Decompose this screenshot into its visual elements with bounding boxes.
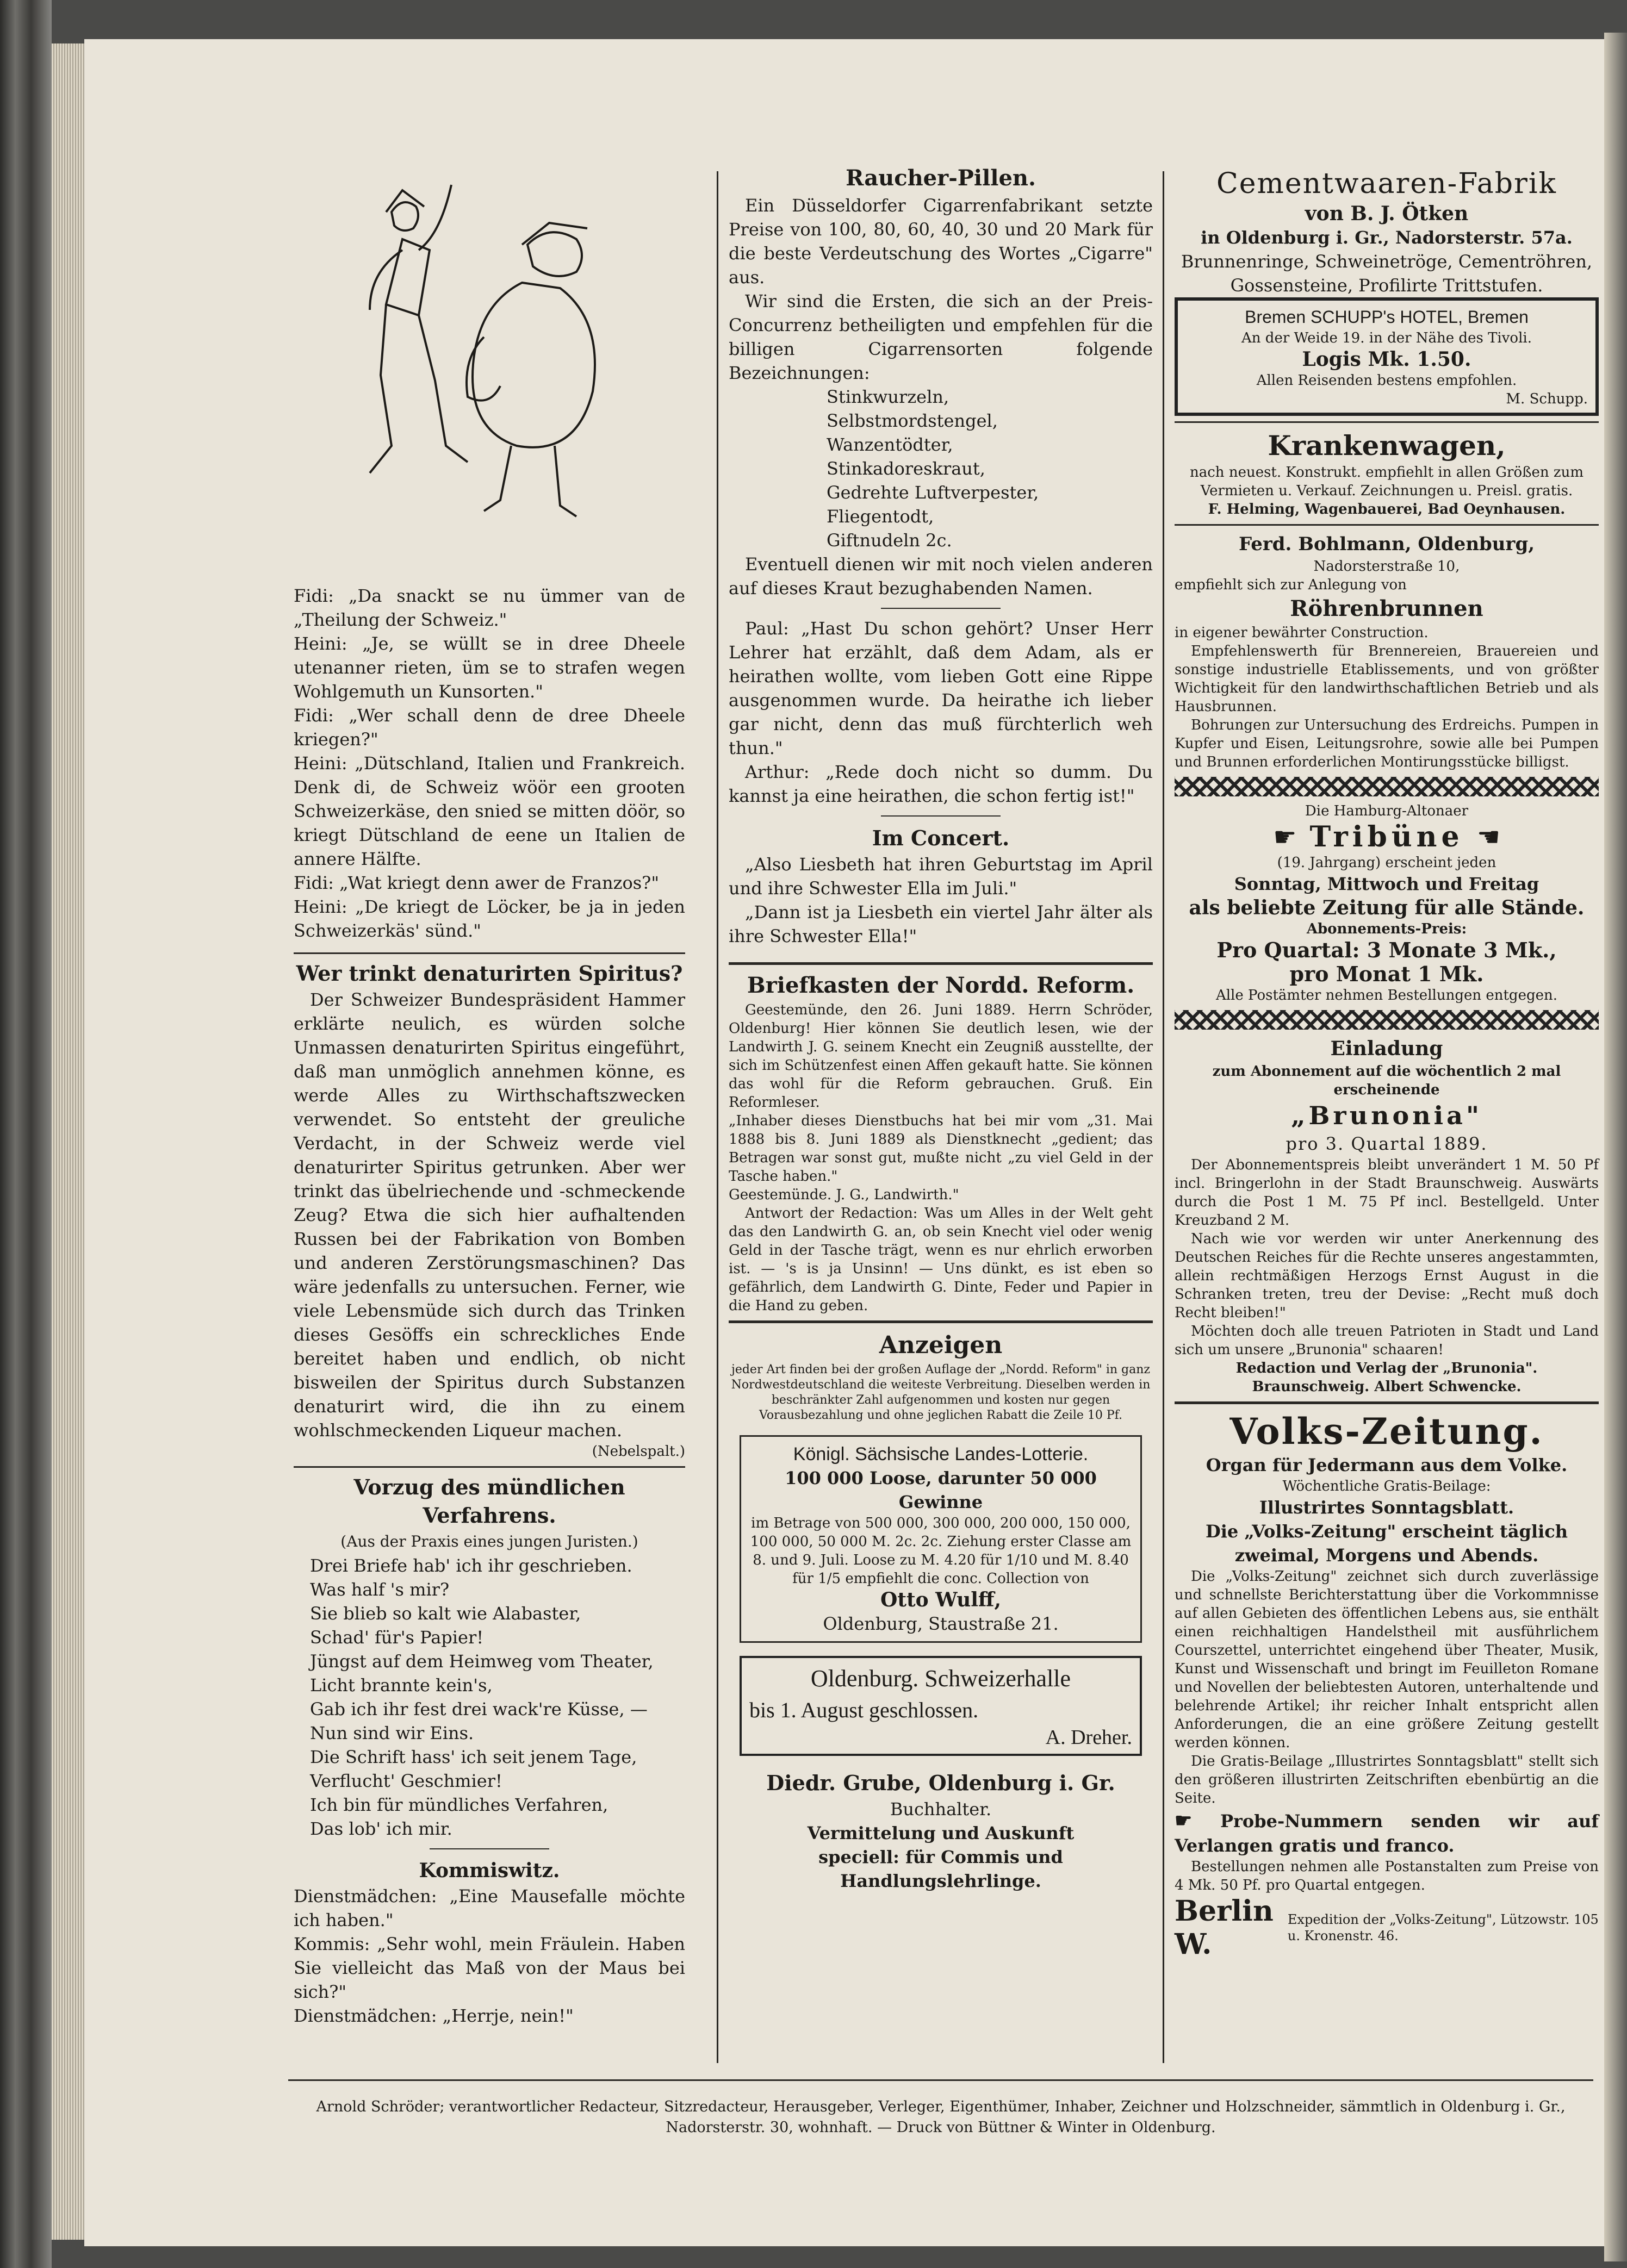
dialogue-line: Fidi: „Wer schall denn de dree Dheele kriegen?" <box>294 705 685 750</box>
lotterie-line-1: 100 000 Loose, darunter 50 000 Gewinne <box>785 1468 1097 1512</box>
section-divider <box>729 962 1153 965</box>
raucher-text-2: Wir sind die Ersten, die sich an der Preis-Concurrenz betheiligten und empfehlen für die billigen Cigarrensorten folgende Bezeichnungen: <box>729 291 1153 383</box>
section-divider <box>1175 421 1599 423</box>
volkszeitung-probe <box>1175 1808 1599 1858</box>
raucher-list <box>729 385 1153 552</box>
krankenwagen-signature: F. Helming, Wagenbauerei, Bad Oeynhausen. <box>1208 501 1566 518</box>
divider <box>430 1848 549 1849</box>
kommiswitz-line: Dienstmädchen: „Eine Mausefalle möchte ich haben." <box>294 1886 685 1930</box>
lotterie-title: Königl. Sächsische Landes-Lotterie. <box>793 1444 1089 1465</box>
bohlmann-rohrbrunnen: Röhrenbrunnen <box>1290 596 1483 621</box>
bohlmann-text-4: Bohrungen zur Untersuchung des Erdreichs. Pumpen in Kupfer und Eisen, Leitungsrohre, sowie alle bei Pumpen und Brunnen erforderlichen Montirungsstücke billigst. <box>1175 717 1599 770</box>
brunonia-quarter: pro 3. Quartal 1889. <box>1286 1133 1488 1154</box>
grube-text-3: speciell: für Commis und Handlungslehrlinge. <box>818 1847 1063 1891</box>
list-item: Gedrehte Luftverpester, <box>827 482 1039 503</box>
grube-text: Buchhalter. <box>890 1799 992 1820</box>
grube-text-2: Vermittelung und Auskunft <box>807 1823 1075 1843</box>
ornamental-border <box>1175 1010 1599 1030</box>
raucher-title: Raucher-Pillen. <box>846 165 1036 191</box>
tribuene-text-7: Alle Postämter nehmen Bestellungen entgegen. <box>1215 987 1558 1004</box>
tribuene-top: Die Hamburg-Altonaer <box>1305 803 1469 819</box>
brunonia-text-4: Möchten doch alle treuen Patrioten in Stadt und Land sich um unsere „Brunonia" schaaren! <box>1175 1323 1599 1358</box>
kommiswitz-line: Kommis: „Sehr wohl, mein Fräulein. Haben Sie vielleicht das Maß von der Maus bei sich?" <box>294 1934 685 2002</box>
poem-line: Jüngst auf dem Heimweg vom Theater, <box>310 1651 654 1672</box>
brunonia-name: „Brunonia" <box>1291 1101 1482 1130</box>
schupp-text: Allen Reisenden bestens empfohlen. <box>1256 372 1517 389</box>
ornamental-border <box>1175 777 1599 796</box>
volkszeitung-subtitle: Organ für Jedermann aus dem Volke. <box>1206 1455 1568 1475</box>
briefkasten-text-1: Geestemünde, den 26. Juni 1889. Herrn Schröder, Oldenburg! Hier können Sie deutlich lesen, wie der Landwirth J. G. seinem Knecht ein Zeugniß ausstellte, der sich im Schützenfest einen Affen gekauft hatte. Sie können das wohl für die Reform gebrauchen. Gruß. Ein Reformleser. <box>729 1002 1153 1111</box>
anzeigen-title: Anzeigen <box>879 1331 1003 1359</box>
volkszeitung-text-1: Die „Volks-Zeitung" erscheint täglich zweimal, Morgens und Abends. <box>1206 1521 1568 1566</box>
brunonia-text-3: Nach wie vor werden wir unter Anerkennung des Deutschen Reiches für die Rechte unseres angestammten, allein rechtmäßigen Herzogs Ernst August in die Schranken treten, treu der Devise: „Recht muß doch Recht bleiben!" <box>1175 1231 1599 1321</box>
arthur-line: Arthur: „Rede doch nicht so dumm. Du kannst ja eine heirathen, die schon fertig ist!" <box>729 762 1153 806</box>
section-divider <box>294 952 685 954</box>
bohlmann-address: Nadorsterstraße 10, <box>1313 558 1460 575</box>
brunonia-signature-1: Redaction und Verlag der „Brunonia". <box>1235 1360 1538 1376</box>
volkszeitung-text-3: Die Gratis-Beilage „Illustrirtes Sonntagsblatt" stellt sich den größeren illustrirten Zeitschriften ebenbürtig an die Seite. <box>1175 1753 1599 1806</box>
tribuene-text-4: Abonnements-Preis: <box>1306 921 1467 937</box>
bohlmann-text-3: Empfehlenswerth für Brennereien, Brauereien und sonstige industrielle Etablissements, und von größter Wichtigkeit für den landwirthschaftlichen Betrieb und als Hausbrunnen. <box>1175 643 1599 715</box>
schweizerhalle-title: Oldenburg. Schweizerhalle <box>810 1665 1071 1692</box>
concert-line: „Also Liesbeth hat ihren Geburtstag im April und ihre Schwester Ella im Juli." <box>729 854 1153 899</box>
column-1 <box>294 163 685 2028</box>
right-page-edge <box>1604 33 1627 2261</box>
poem <box>294 1554 685 1841</box>
volkszeitung-text-2: Die „Volks-Zeitung" zeichnet sich durch zuverlässige und schnellste Berichterstattung über die Vorkommnisse auf allen Gebieten des öffentlichen Lebens aus, sie enthält einen reichhaltigen Handelstheil mit ausführlichem Courszettel, unterrichtet eingehend über Theater, Musik, Kunst und Wissenschaft und bringt im Feuilleton Romane und Novellen der beliebtesten Autoren, unterhaltende und belehrende Artikel; ihr reicher Inhalt entspricht allen Anforderungen, die an eine größere Zeitung gestellt werden können. <box>1175 1568 1599 1751</box>
volkszeitung-footer <box>1175 1895 1599 1961</box>
section-divider <box>1175 524 1599 526</box>
pointing-hand-icon: ☛ <box>1175 1809 1193 1832</box>
spiritus-title: Wer trinkt denaturirten Spiritus? <box>296 961 683 986</box>
dialogue-line: Heini: „Je, se wüllt se in dree Dheele utenanner rieten, üm se to strafen wegen Wohlgemuth un Kunsorten." <box>294 633 685 702</box>
divider <box>881 815 1001 817</box>
briefkasten-text-2: „Inhaber dieses Dienstbuchs hat bei mir vom „31. Mai 1888 bis 8. Juni 1889 als Dienstknecht „gedient; das Betragen war sonst gut, mußte nicht „zu viel Geld in der Tasche haben." <box>729 1113 1153 1185</box>
pointing-hand-left-icon: ☛ <box>1476 821 1500 852</box>
schupp-signature: M. Schupp. <box>1506 391 1588 407</box>
poem-line: Verflucht' Geschmier! <box>310 1771 502 1791</box>
tribuene-text-5: Pro Quartal: 3 Monate 3 Mk., <box>1216 938 1557 962</box>
poem-line: Die Schrift hass' ich seit jenem Tage, <box>310 1747 637 1767</box>
volkszeitung-expedition: Expedition der „Volks-Zeitung", Lützowstr. 105 u. Kronenstr. 46. <box>1287 1912 1599 1943</box>
list-item: Wanzentödter, <box>827 434 953 455</box>
tribuene-text-2: Sonntag, Mittwoch und Freitag <box>1234 874 1539 894</box>
raucher-text-1: Ein Düsseldorfer Cigarrenfabrikant setzte Preise von 100, 80, 60, 40, 30 und 20 Mark für die beste Verdeutschung des Wortes „Cigarre" aus. <box>729 195 1153 288</box>
volkszeitung-probe-text: Probe-Nummern senden wir auf Verlangen gratis und franco. <box>1175 1811 1599 1856</box>
section-divider <box>729 1320 1153 1323</box>
dialogue-line: Heini: „De kriegt de Löcker, be ja in jeden Schweizerkäs' sünd." <box>294 896 685 941</box>
poem-line: Nun sind wir Eins. <box>310 1723 474 1743</box>
divider <box>881 608 1001 609</box>
schupp-advert <box>1175 297 1599 416</box>
lotterie-text: im Betrage von 500 000, 300 000, 200 000, 150 000, 100 000, 50 000 M. 2c. 2c. Ziehung erster Classe am 8. und 9. Juli. Loose zu M. 4.20 für 1/10 und M. 8.40 für 1/5 empfiehlt die conc. Collection von <box>750 1515 1132 1587</box>
volkszeitung-title: Volks-Zeitung. <box>1229 1410 1544 1453</box>
brunonia-signature-2: Braunschweig. Albert Schwencke. <box>1252 1379 1522 1395</box>
column-rule-1 <box>717 171 718 2063</box>
poem-line: Drei Briefe hab' ich ihr geschrieben. <box>310 1555 632 1576</box>
kommiswitz-title: Kommiswitz. <box>419 1859 560 1882</box>
poem-line: Licht brannte kein's, <box>310 1675 493 1696</box>
column-2 <box>729 163 1153 1893</box>
poem-line: Was half 's mir? <box>310 1579 450 1600</box>
concert-title: Im Concert. <box>872 826 1010 850</box>
imprint-footer: Arnold Schröder; verantwortlicher Redacteur, Sitzredacteur, Herausgeber, Verleger, Eigenthümer, Inhaber, Zeichner und Holzschneider, sämmtlich in Oldenburg i. Gr., Nadorsterstr. 30, wohnhaft. — Druck von Büttner & Winter in Oldenburg. <box>316 2098 1566 2136</box>
lotterie-address: Oldenburg, Staustraße 21. <box>823 1613 1059 1634</box>
anzeigen-text: jeder Art finden bei der großen Auflage der „Nordd. Reform" in ganz Nordwestdeutschland die weiteste Verbreitung. Dieselben werden in beschränkter Zahl aufgenommen und kosten nur gegen Vorausbezahlung und ohne jeglichen Rabatt die Zeile 10 Pf. <box>731 1363 1151 1422</box>
section-divider <box>1175 1401 1599 1404</box>
bohlmann-text-1: empfiehlt sich zur Anlegung von <box>1175 577 1407 593</box>
briefkasten-text-3: Antwort der Redaction: Was um Alles in der Welt geht das den Landwirth G. an, ob sein Knecht viel oder wenig Geld in der Tasche trägt, wenn es nur ehrlich erworben ist. — 's is ja Unsinn! — Uns dünkt, es ist eben so gefährlich, dem Landwirth G. Dinte, Feder und Papier in die Hand zu geben. <box>729 1205 1153 1314</box>
volkszeitung-berlin: Berlin W. <box>1175 1895 1274 1961</box>
tribuene-title-row <box>1175 820 1599 853</box>
poem-line: Das lob' ich mir. <box>310 1818 452 1839</box>
schweizerhalle-text: bis 1. August geschlossen. <box>749 1698 979 1722</box>
schupp-title: Bremen SCHUPP's HOTEL, Bremen <box>1245 307 1529 327</box>
column-rule-2 <box>1163 171 1164 2063</box>
tribuene-text-6: pro Monat 1 Mk. <box>1289 962 1484 986</box>
schweizerhalle-signature: A. Dreher. <box>1045 1726 1132 1749</box>
volkszeitung-text-4: Bestellungen nehmen alle Postanstalten zum Preise von 4 Mk. 50 Pf. pro Quartal entgegen. <box>1175 1859 1599 1893</box>
list-item: Stinkadoreskraut, <box>827 458 985 479</box>
lotterie-advert <box>740 1435 1142 1643</box>
brunonia-einladung: Einladung <box>1330 1037 1443 1060</box>
poem-line: Gab ich ihr fest drei wack're Küsse, — <box>310 1699 648 1719</box>
poem-line: Ich bin für mündliches Verfahren, <box>310 1795 608 1815</box>
bohlmann-title: Ferd. Bohlmann, Oldenburg, <box>1238 533 1535 555</box>
list-item: Stinkwurzeln, <box>827 387 949 407</box>
krankenwagen-text: nach neuest. Konstrukt. empfiehlt in allen Größen zum Vermieten u. Verkauf. Zeichnungen u. Preisl. gratis. <box>1190 464 1583 499</box>
briefkasten-title: Briefkasten der Nordd. Reform. <box>747 973 1135 998</box>
volkszeitung-beilage: Wöchentliche Gratis-Beilage: <box>1282 1478 1491 1494</box>
footer-rule <box>288 2079 1593 2081</box>
cement-title: Cementwaaren-Fabrik <box>1216 167 1557 200</box>
poem-line: Schad' für's Papier! <box>310 1627 484 1648</box>
schupp-logis: Logis Mk. 1.50. <box>1302 348 1471 371</box>
spiritus-source: (Nebelspalt.) <box>592 1443 685 1460</box>
book-spine <box>0 0 52 2268</box>
list-item: Giftnudeln 2c. <box>827 530 952 551</box>
cement-von: von B. J. Ötken <box>1305 202 1469 225</box>
brunonia-text-1: zum Abonnement auf die wöchentlich 2 mal erscheinende <box>1212 1063 1561 1098</box>
concert-line: „Dann ist ja Liesbeth ein viertel Jahr älter als ihre Schwester Ella!" <box>729 902 1153 946</box>
volkszeitung-beilage-2: Illustrirtes Sonntagsblatt. <box>1259 1497 1514 1518</box>
bohlmann-text-2: in eigener bewährter Construction. <box>1175 625 1429 641</box>
paul-line: Paul: „Hast Du schon gehört? Unser Herr Lehrer hat erzählt, daß dem Adam, als er heirathen wollte, vom lieben Gott eine Rippe ausgenommen wurde. Da heirathe ich lieber gar nicht, denn das muß fürchterlich weh thun." <box>729 618 1153 758</box>
page-edges <box>52 43 84 2240</box>
raucher-text-3: Eventuell dienen wir mit noch vielen anderen auf dieses Kraut bezughabenden Namen. <box>729 554 1153 599</box>
vorzug-title: Vorzug des mündlichen Verfahrens. <box>353 1475 625 1528</box>
cement-address: in Oldenburg i. Gr., Nadorsterstr. 57a. <box>1201 227 1573 248</box>
vorzug-subtitle: (Aus der Praxis eines jungen Juristen.) <box>340 1532 638 1550</box>
lotterie-name: Otto Wulff, <box>880 1588 1002 1611</box>
schupp-address: An der Weide 19. in der Nähe des Tivoli. <box>1241 330 1532 346</box>
dialogue-line: Heini: „Dütschland, Italien und Frankreich. Denk di, de Schweiz wöör een grooten Schweizerkäse, den snied se mitten döör, so kriegt Dütschland de eene un Italien de annere Hälfte. <box>294 753 685 869</box>
kommiswitz-line: Dienstmädchen: „Herrje, nein!" <box>294 2005 574 2026</box>
cement-text: Brunnenringe, Schweinetröge, Cementröhren, Gossensteine, Profilirte Trittstufen. <box>1181 251 1593 296</box>
briefkasten-signature: Geestemünde. J. G., Landwirth." <box>729 1187 959 1203</box>
column-3 <box>1175 166 1599 1961</box>
tribuene-text-3: als beliebte Zeitung für alle Stände. <box>1189 896 1585 919</box>
grube-title: Diedr. Grube, Oldenburg i. Gr. <box>766 1771 1115 1795</box>
list-item: Selbstmordstengel, <box>827 410 998 431</box>
schweizerhalle-advert <box>740 1656 1142 1756</box>
tribuene-text-1: (19. Jahrgang) erscheint jeden <box>1277 855 1496 871</box>
poem-line: Sie blieb so kalt wie Alabaster, <box>310 1603 581 1624</box>
spiritus-text: Der Schweizer Bundespräsident Hammer erklärte neulich, es würden solche Unmassen denaturirten Spiritus eingeführt, daß man unmöglich annehmen könne, es werde Alles zu Wirthschaftszwecken verwendet. So entsteht der greuliche Verdacht, in der Schweiz werde viel denaturirter Spiritus getrunken. Aber wer trinkt das übelriechende und -schmeckende Zeug? Etwa die sich hier aufhaltenden Russen bei der Fabrikation von Bomben und anderen Zerstörungsmaschinen? Das wäre jedenfalls zu untersuchen. Ferner, wie viele Lebensmüde sich durch das Trinken dieses Gesöffs ein schreckliches Ende bereitet haben und endlich, ob nicht bisweilen der Spiritus durch Substanzen denaturirt wird, die ihn zu einem wohlschmeckenden Liqueur machen. <box>294 989 685 1441</box>
dialogue-line: Fidi: „Wat kriegt denn awer de Franzos?" <box>294 873 660 893</box>
list-item: Fliegentodt, <box>827 506 934 527</box>
cartoon-illustration <box>294 163 685 576</box>
pointing-hand-right-icon: ☛ <box>1273 821 1297 852</box>
dialogue-line: Fidi: „Da snackt se nu ümmer van de „Theilung der Schweiz." <box>294 585 685 630</box>
krankenwagen-title: Krankenwagen, <box>1268 429 1506 462</box>
section-divider <box>294 1466 685 1468</box>
brunonia-text-2: Der Abonnementspreis bleibt unverändert 1 M. 50 Pf incl. Bringerlohn in der Stadt Braunschweig. Auswärts durch die Post 1 M. 75 Pf incl. Bestellgeld. Unter Kreuzband 2 M. <box>1175 1157 1599 1229</box>
tribuene-title: Tribüne <box>1309 820 1464 853</box>
